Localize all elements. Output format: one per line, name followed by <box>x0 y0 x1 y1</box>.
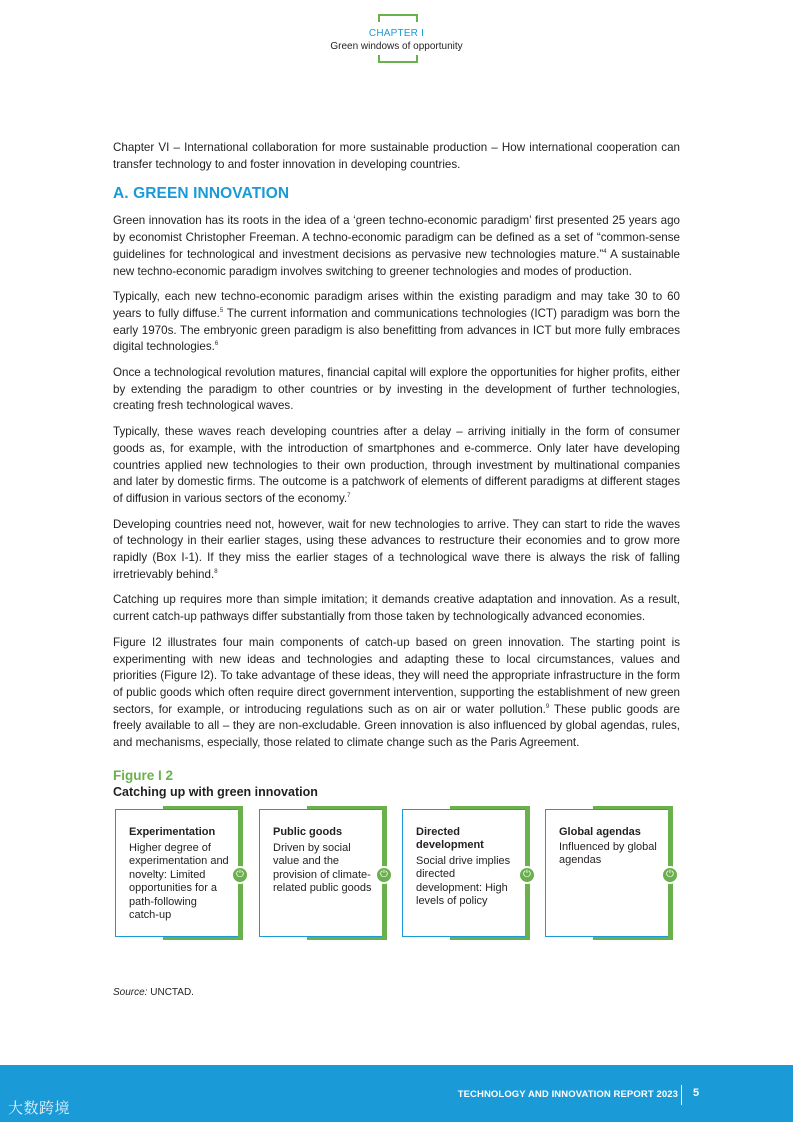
box-text: Driven by social value and the provision of climate-related public goods <box>273 841 372 895</box>
page-footer <box>0 1065 793 1122</box>
paragraph-7: Figure I2 illustrates four main components of catch-up based on green innovation. The starting point is experimenting with new ideas and technologies and adapting these to local circumstances, values and priorities (Figure I2). To take advantage of these ideas, they will need the appropriate infrastructure in the form of public goods which often require direct government intervention, supporting the establishment of new green sectors, for example, or introducing regulations such as on air or water pollution.$^9$ These public goods are freely available to all – they are non-excludable. Green innovation is also influenced by global agendas, rules, and mechanisms, especially, those related to climate change such as the Paris Agreement. <box>113 635 680 750</box>
footnote-ref: 6 <box>214 341 219 348</box>
box-title: Experimentation <box>129 825 216 838</box>
chapter-label: CHAPTER I <box>368 28 425 39</box>
footnote-ref: 8 <box>214 568 218 575</box>
figure-box-global-agendas <box>545 809 674 937</box>
figure-box-directed-development <box>402 809 531 937</box>
paragraph-6: Catching up requires more than simple imitation; it demands creative adaptation and innovation. As a result, current catch-up pathways differ substantially from those taken by technologically advanced economies. <box>113 593 680 624</box>
box-text: Higher degree of experimentation and novelty: Limited opportunities for a path-following catch-up <box>129 841 229 922</box>
report-title: TECHNOLOGY AND INNOVATION REPORT 2023 <box>457 1089 678 1100</box>
section-heading: A. GREEN INNOVATION <box>113 185 290 203</box>
power-icon: ⏻ <box>231 866 249 884</box>
box-title: Directed development <box>416 825 484 851</box>
intro-paragraph: Chapter VI – International collaboration for more sustainable production – How international cooperation can transfer technology to and foster innovation in developing countries. <box>113 141 680 171</box>
box-text: Influenced by global agendas <box>559 840 657 867</box>
footnote-ref: 7 <box>347 493 351 500</box>
paragraph-1: Green innovation has its roots in the idea of a ‘green techno-economic paradigm’ first presented 25 years ago by economist Christopher Freeman. A techno-economic paradigm can be defined as a set of “common-sense guidelines for technological and investment decisions as pervasive new technologies mature.”$^4$ A sustainable new techno-economic paradigm involves switching to greener technologies and modes of production. <box>113 214 680 278</box>
box-text: Social drive implies directed development: High levels of policy <box>416 854 511 908</box>
paragraph-3: Once a technological revolution matures, financial capital will explore the opportunities for higher profits, either by extending the paradigm to other countries or by investing in the development of further technologies, creating fresh technological waves. <box>113 366 680 413</box>
power-icon: ⏻ <box>518 866 536 884</box>
chapter-header <box>0 10 793 65</box>
header-bracket-top <box>378 14 418 22</box>
footnote-ref: 4 <box>603 248 607 255</box>
catch-up-figure <box>113 807 680 947</box>
power-icon: ⏻ <box>661 866 679 884</box>
figure-title: Catching up with green innovation <box>113 784 318 799</box>
chapter-subtitle: Green windows of opportunity <box>330 41 463 52</box>
figure-box-public-goods <box>259 809 388 937</box>
footnote-ref: 5 <box>219 308 224 315</box>
box-title: Public goods <box>273 825 343 838</box>
paragraph-4: Typically, these waves reach developing countries after a delay – arriving initially in the form of consumer goods as, for example, with the introduction of smartphones and e-commerce. Only later have developing countries applied new technologies to their own production, through investment by multinational companies and later by domestic firms. The outcome is a patchwork of elements of different paradigms at different stages of diffusion in various sectors of the economy.$^7$ <box>113 425 680 505</box>
header-bracket-bottom <box>378 55 418 63</box>
watermark-logo: 大数跨境 <box>8 1100 71 1117</box>
paragraph-5: Developing countries need not, however, wait for new technologies to arrive. They can start to ride the waves of technology in their earlier stages, using these advances to restructure their economies and to grow more rapidly (Box I-1). If they miss the earlier stages of a technological wave there is always the risk of falling irretrievably behind.$^8$ <box>113 517 680 581</box>
footnote-ref: 9 <box>545 703 550 710</box>
figure-label: Figure I 2 <box>113 767 174 783</box>
page-number: 5 <box>693 1087 700 1099</box>
footer-divider <box>681 1085 682 1105</box>
box-title: Global agendas <box>559 825 641 838</box>
power-icon: ⏻ <box>375 866 393 884</box>
paragraph-2: Typically, each new techno-economic paradigm arises within the existing paradigm and may take 30 to 60 years to fully diffuse.$^5$ The current information and communications technologies (ICT) paradigm was born the early 1970s. The embryonic green paradigm is also benefitting from advances in ICT but more fully embraces digital technologies.$^6$ <box>113 290 680 354</box>
main-content <box>113 140 680 947</box>
figure-box-experimentation <box>115 809 244 937</box>
figure-source: Source: UNCTAD. <box>113 987 194 998</box>
